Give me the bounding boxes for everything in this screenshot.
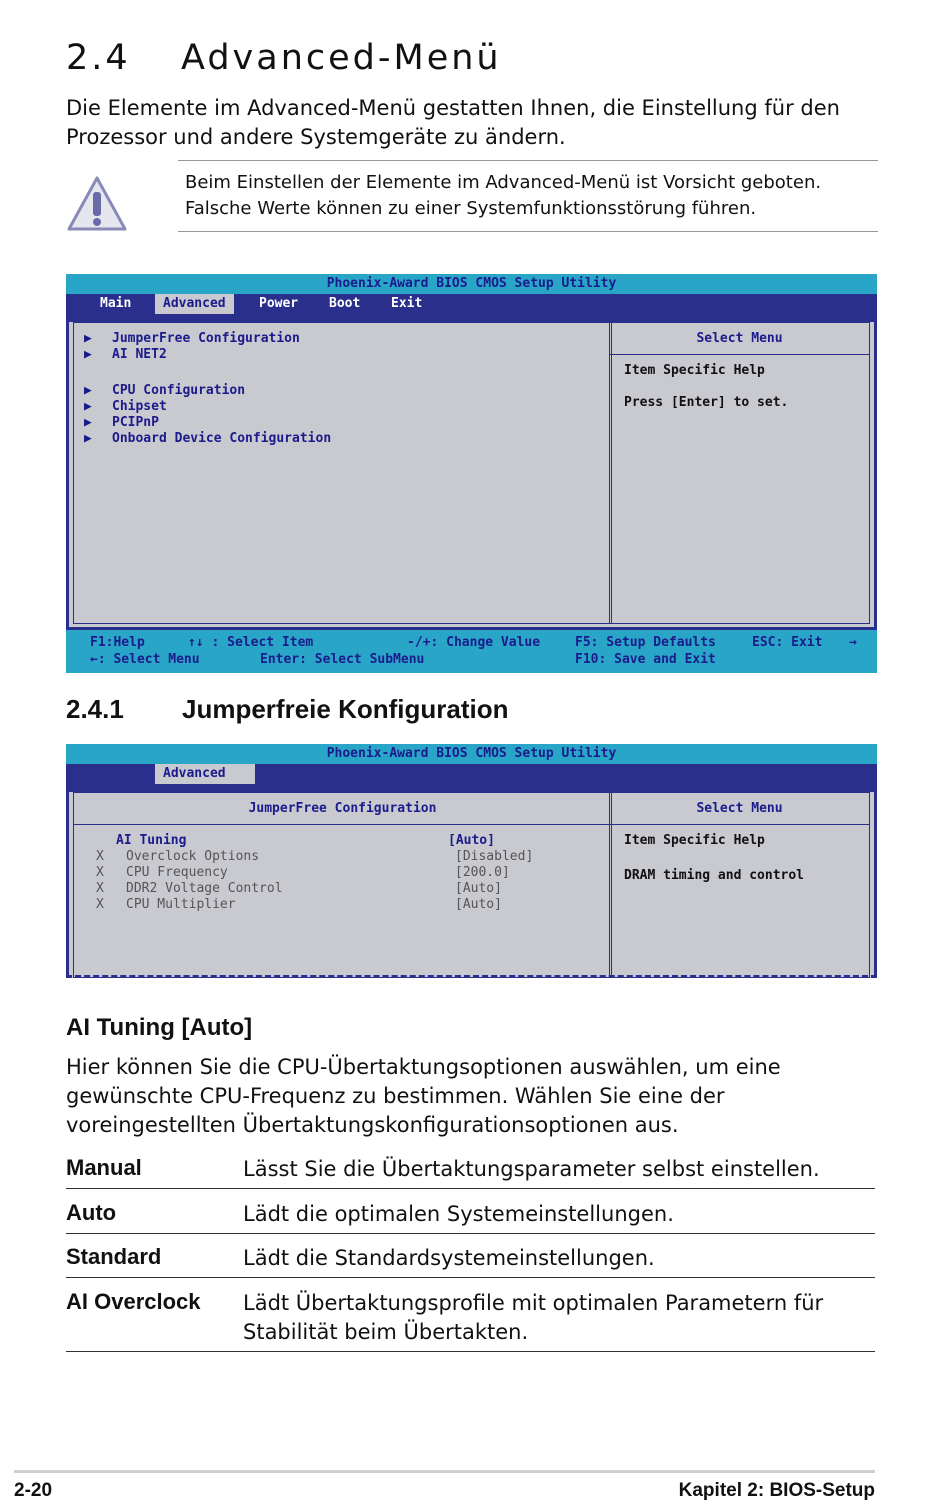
- bios-screen-advanced: [66, 274, 877, 672]
- page-number: 2-20: [14, 1480, 53, 1501]
- bios-settings-header: JumperFree Configuration: [74, 793, 611, 825]
- submenu-arrow-icon: ▶: [84, 331, 92, 346]
- ai-tuning-heading: AI Tuning [Auto]: [66, 1014, 253, 1041]
- footer-save-exit: F10: Save and Exit: [575, 652, 716, 667]
- bios-setting-cpu-frequency: X CPU Frequency: [96, 865, 228, 880]
- bios-title-bar: Phoenix-Award BIOS CMOS Setup Utility: [66, 274, 877, 294]
- bios-settings-pane: [73, 792, 612, 978]
- submenu-arrow-icon: ▶: [84, 415, 92, 430]
- bios-menu-exit[interactable]: Exit: [391, 296, 423, 311]
- option-desc: Lädt die Standardsystemeinstellungen.: [243, 1246, 655, 1270]
- bios-title-bar: Phoenix-Award BIOS CMOS Setup Utility: [66, 744, 877, 764]
- option-row-ai-overclock: [66, 1278, 875, 1352]
- note-bottom-rule: [178, 231, 878, 232]
- option-row-standard: [66, 1234, 875, 1278]
- bios-item-onboard-device[interactable]: ▶ Onboard Device Configuration: [84, 431, 332, 446]
- footer-help: F1:Help: [90, 635, 145, 650]
- note-top-rule: [178, 160, 878, 161]
- bios-footer: [66, 630, 877, 673]
- bios-setting-overclock-options: X Overclock Options: [96, 849, 260, 864]
- bios-help-header: Select Menu: [610, 323, 869, 355]
- bios-setting-overclock-options-value: [Disabled]: [455, 849, 534, 864]
- bios-help-title: Item Specific Help: [624, 833, 765, 848]
- option-desc: Lädt Übertaktungsprofile mit optimalen Parametern für Stabilität beim Übertakten.: [243, 1291, 824, 1344]
- footer-select-menu: ←: Select Menu: [90, 652, 200, 667]
- bios-help-title: Item Specific Help: [624, 363, 765, 378]
- options-table: [66, 1155, 875, 1352]
- section-number: 2.4: [66, 38, 131, 78]
- warning-triangle-icon: [66, 175, 128, 233]
- bios-screen-jumperfree: [66, 744, 877, 980]
- note-text: Beim Einstellen der Elemente im Advanced-Menü ist Vorsicht geboten. Falsche Werte können zu einer Systemfunktionsstörung führen.: [185, 172, 822, 219]
- bios-setting-ddr2-voltage: X DDR2 Voltage Control: [96, 881, 283, 896]
- section-title: [66, 38, 502, 78]
- bios-help-text: DRAM timing and control: [624, 868, 805, 883]
- bios-menu-bar: [66, 764, 877, 784]
- submenu-arrow-icon: ▶: [84, 431, 92, 446]
- bios-menu-main[interactable]: Main: [100, 296, 132, 311]
- bios-item-chipset[interactable]: ▶ Chipset: [84, 399, 167, 414]
- bios-menu-power[interactable]: Power: [259, 296, 299, 311]
- bios-item-pcipnp[interactable]: ▶ PCIPnP: [84, 415, 159, 430]
- footer-rule: [14, 1470, 875, 1473]
- ai-tuning-paragraph: Hier können Sie die CPU-Übertaktungsoptionen auswählen, um eine gewünschte CPU-Frequenz zu bestimmen. Wählen Sie eine der voreingestellten Übertaktungskonfigurationsoptionen aus.: [66, 1055, 781, 1137]
- option-desc: Lädt die optimalen Systemeinstellungen.: [243, 1202, 674, 1226]
- footer-select-submenu: Enter: Select SubMenu: [260, 652, 425, 667]
- right-arrow-icon: →: [849, 635, 857, 650]
- bios-setting-cpu-multiplier-value: [Auto]: [455, 897, 502, 912]
- footer-setup-defaults: F5: Setup Defaults: [575, 635, 716, 650]
- bios-setting-cpu-multiplier: X CPU Multiplier: [96, 897, 236, 912]
- bios-help-text: Press [Enter] to set.: [624, 395, 789, 410]
- bios-menu-boot[interactable]: Boot: [329, 296, 361, 311]
- bios-help-pane: [609, 322, 870, 624]
- option-name: AI Overclock: [66, 1289, 201, 1314]
- bios-item-pane: [73, 322, 612, 624]
- intro-paragraph: Die Elemente im Advanced-Menü gestatten Ihnen, die Einstellung für den Prozessor und andere Systemgeräte zu ändern.: [66, 96, 840, 149]
- subsection-title: [66, 694, 508, 725]
- option-row-manual: [66, 1155, 875, 1189]
- bios-item-cpu-configuration[interactable]: ▶ CPU Configuration: [84, 383, 246, 398]
- option-row-auto: [66, 1189, 875, 1234]
- subsection-number: 2.4.1: [66, 694, 124, 724]
- bios-setting-cpu-frequency-value: [200.0]: [455, 865, 510, 880]
- submenu-arrow-icon: ▶: [84, 347, 92, 362]
- bios-menu-advanced[interactable]: Advanced: [155, 294, 234, 318]
- bios-setting-ai-tuning-value[interactable]: [Auto]: [448, 833, 495, 848]
- section-title-text: Advanced-Menü: [181, 38, 502, 78]
- option-name: Standard: [66, 1244, 162, 1269]
- bios-setting-ddr2-voltage-value: [Auto]: [455, 881, 502, 896]
- bios-item-ainet2[interactable]: ▶ AI NET2: [84, 347, 167, 362]
- option-desc: Lässt Sie die Übertaktungsparameter selbst einstellen.: [243, 1157, 820, 1181]
- bios-item-jumperfree[interactable]: ▶ JumperFree Configuration: [84, 331, 300, 346]
- bios-menu-advanced[interactable]: Advanced: [155, 764, 255, 788]
- bios-body: [66, 784, 877, 978]
- footer-esc-exit: ESC: Exit: [752, 635, 823, 650]
- footer-select-item: ↑↓ : Select Item: [188, 635, 314, 650]
- subsection-title-text: Jumperfreie Konfiguration: [182, 694, 509, 724]
- chapter-label: Kapitel 2: BIOS-Setup: [678, 1480, 875, 1501]
- bios-help-pane: [609, 792, 870, 978]
- bios-body: [66, 314, 877, 630]
- bios-menu-bar: [66, 294, 877, 314]
- submenu-arrow-icon: ▶: [84, 399, 92, 414]
- bios-setting-ai-tuning[interactable]: AI Tuning: [116, 833, 187, 848]
- option-name: Manual: [66, 1155, 142, 1180]
- submenu-arrow-icon: ▶: [84, 383, 92, 398]
- footer-change-value: -/+: Change Value: [407, 635, 541, 650]
- bios-help-header: Select Menu: [610, 793, 869, 825]
- option-name: Auto: [66, 1200, 117, 1225]
